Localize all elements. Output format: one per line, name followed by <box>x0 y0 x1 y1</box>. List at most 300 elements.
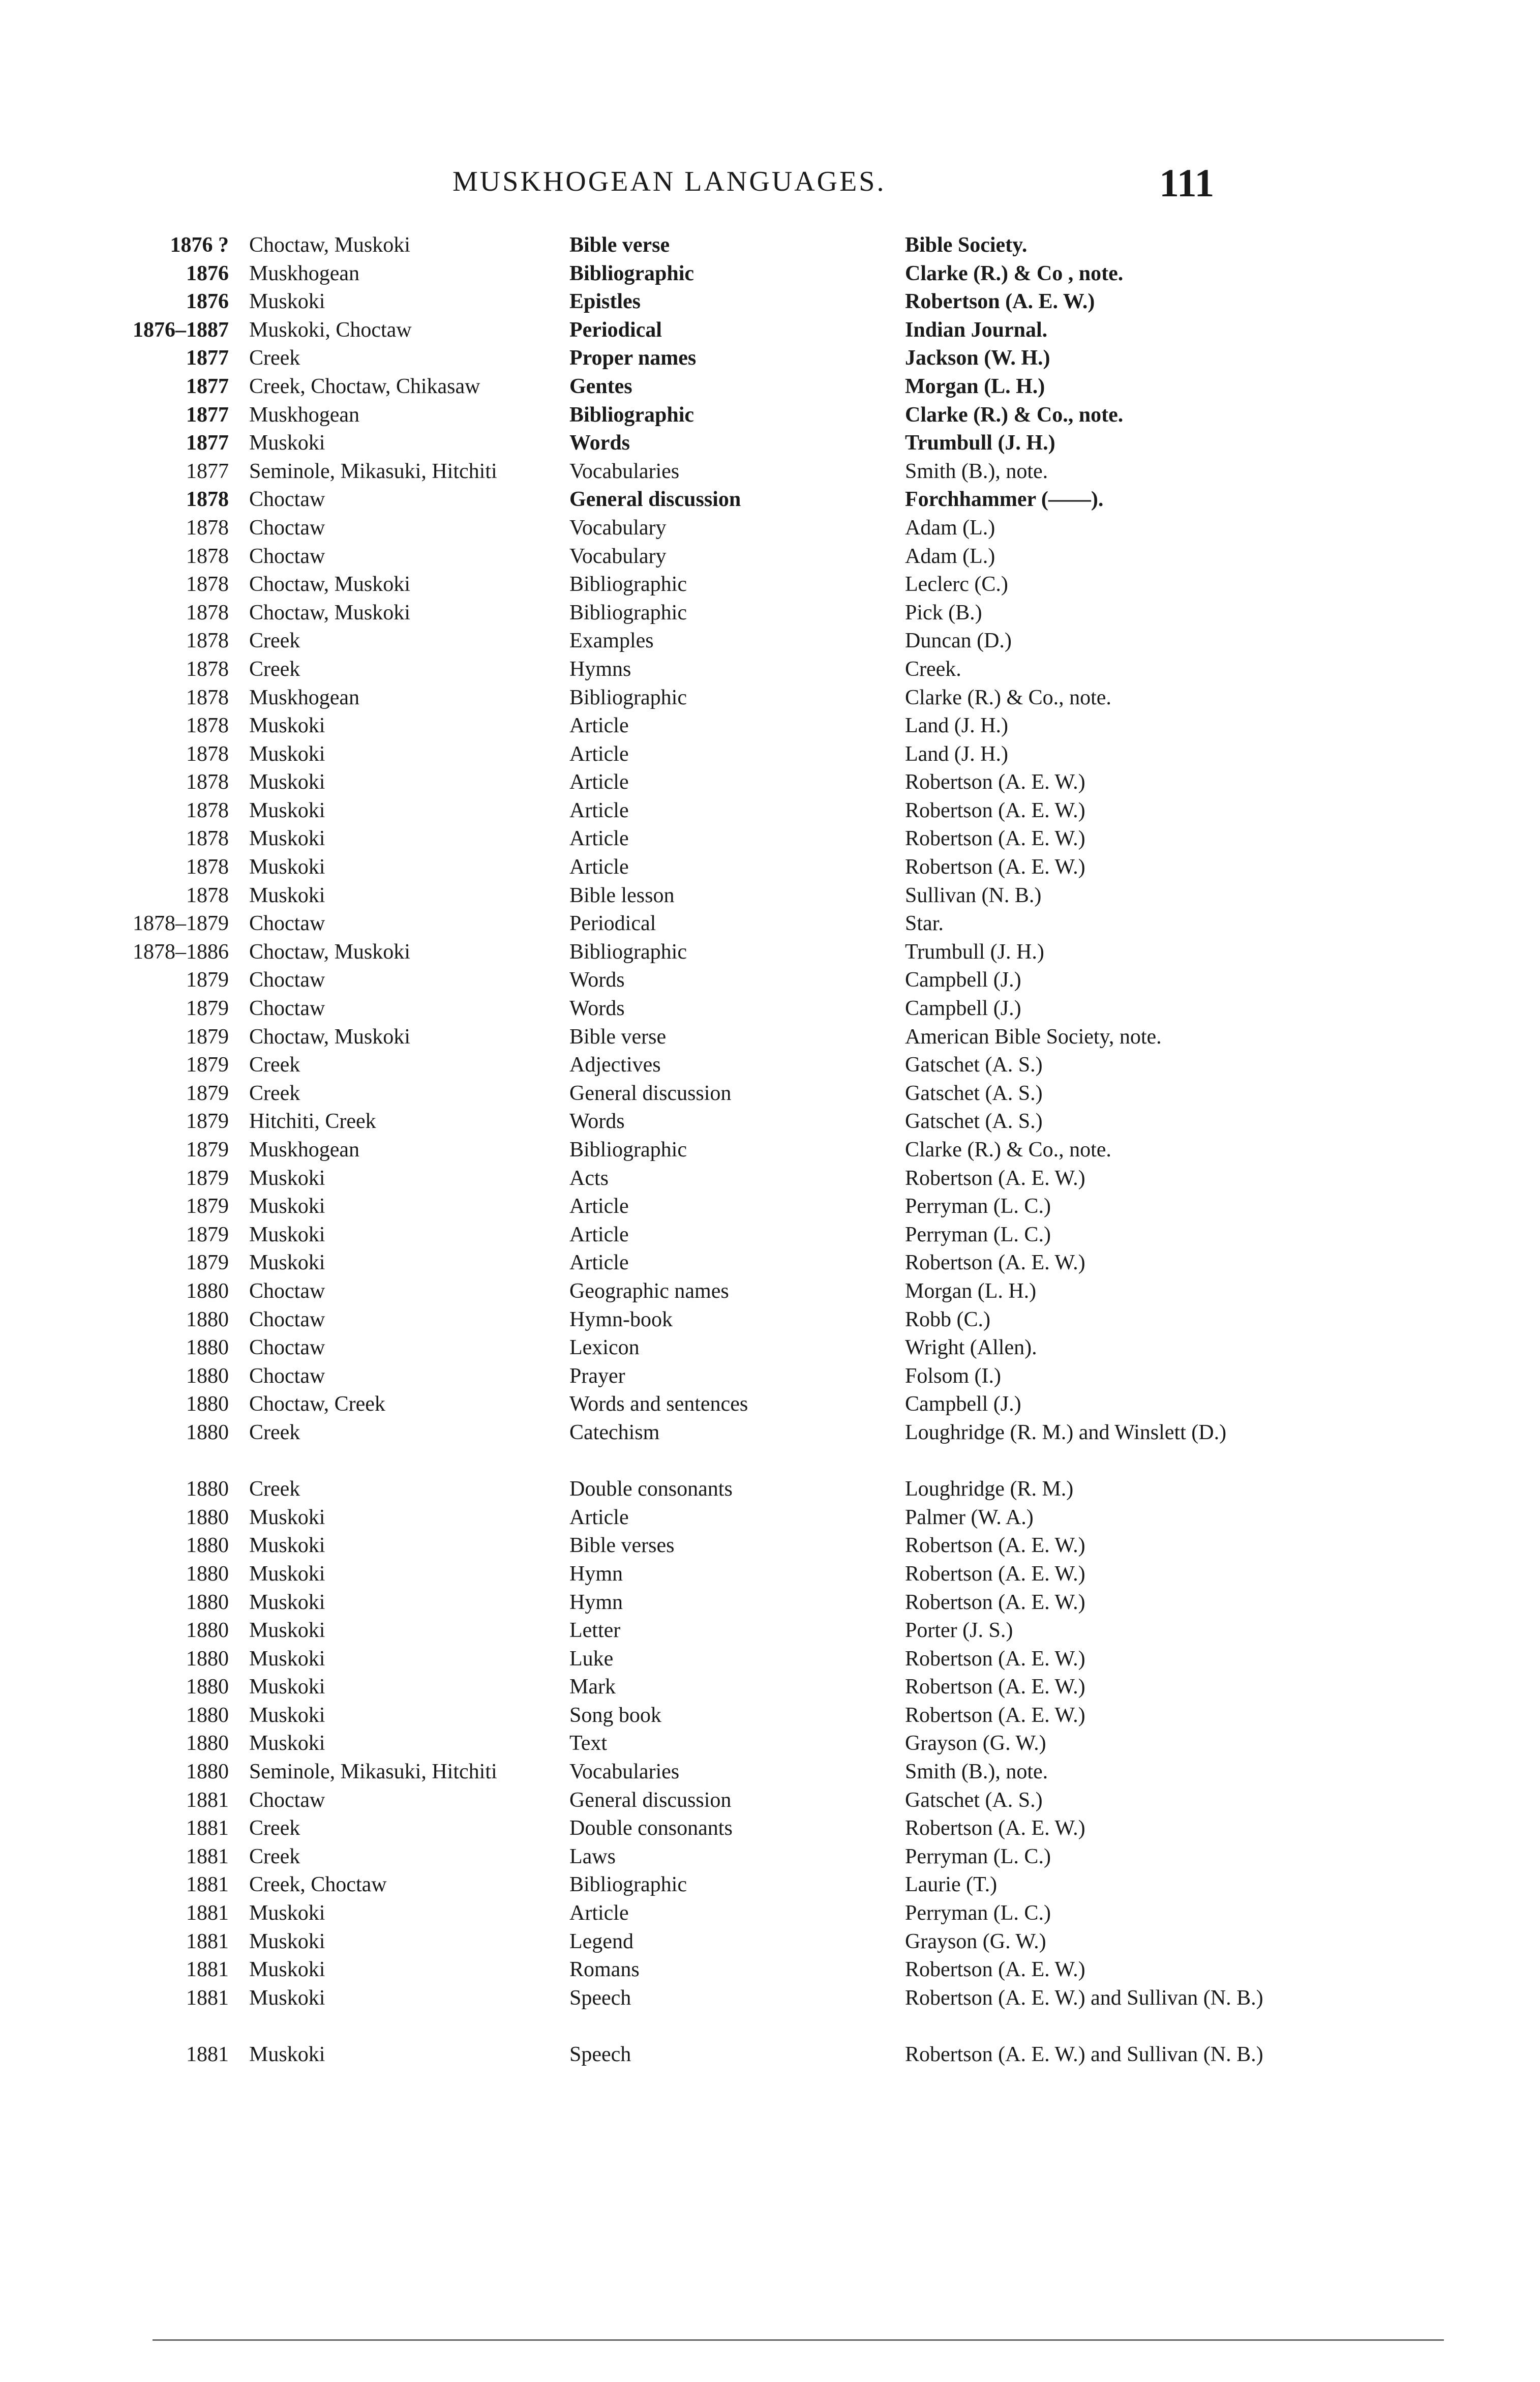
year-cell: 1881 <box>186 1844 229 1868</box>
year-cell: 1876 <box>186 261 229 285</box>
year-cell: 1879 <box>186 1081 229 1105</box>
language-cell: Choctaw <box>249 1788 325 1812</box>
language-cell: Muskoki <box>249 1505 325 1529</box>
table-row <box>127 316 1271 345</box>
author-cell: Perryman (L. C.) <box>905 1195 1051 1218</box>
year-cell: 1879 <box>186 1138 229 1162</box>
author-cell: Morgan (L. H.) <box>905 374 1045 398</box>
subject-cell: Vocabulary <box>569 544 667 568</box>
author-cell: Clarke (R.) & Co , note. <box>905 261 1124 285</box>
table-row <box>127 1560 1271 1589</box>
year-cell: 1877 <box>186 346 229 370</box>
subject-cell: Proper names <box>569 346 697 370</box>
table-row <box>127 1277 1271 1306</box>
author-cell: Gatschet (A. S.) <box>905 1110 1043 1134</box>
year-cell: 1876 <box>186 290 229 314</box>
table-row <box>127 995 1271 1023</box>
language-cell: Muskoki <box>249 827 325 851</box>
year-cell: 1879 <box>186 1195 229 1218</box>
subject-cell: Geographic names <box>569 1279 729 1303</box>
subject-cell: Vocabulary <box>569 516 667 540</box>
author-cell: Adam (L.) <box>905 516 995 540</box>
table-row <box>127 1306 1271 1334</box>
table-row <box>127 458 1271 486</box>
subject-cell: Bibliographic <box>569 601 687 624</box>
year-cell: 1878 <box>186 855 229 879</box>
year-cell: 1878 <box>186 742 229 766</box>
subject-cell: Words and sentences <box>569 1392 748 1416</box>
author-cell: American Bible Society, note. <box>905 1025 1162 1049</box>
year-cell: 1878 <box>186 488 229 512</box>
language-cell: Creek <box>249 1420 300 1444</box>
page-header <box>0 160 1540 206</box>
table-row <box>127 1334 1271 1362</box>
table-row <box>127 1023 1271 1052</box>
author-cell: Wright (Allen). <box>905 1336 1037 1360</box>
language-cell: Creek <box>249 1081 300 1105</box>
subject-cell: Speech <box>569 1986 631 2010</box>
year-cell: 1877 <box>186 459 229 483</box>
language-cell: Muskoki <box>249 1195 325 1218</box>
year-cell: 1878 <box>186 798 229 822</box>
author-cell: Robertson (A. E. W.) <box>905 1958 1085 1982</box>
year-cell: 1879 <box>186 1223 229 1246</box>
year-cell: 1878 <box>186 601 229 624</box>
year-cell: 1878 <box>186 657 229 681</box>
table-row <box>127 1390 1271 1419</box>
language-cell: Choctaw <box>249 997 325 1021</box>
year-cell: 1878 <box>186 629 229 653</box>
running-title: MUSKHOGEAN LANGUAGES. <box>452 166 886 197</box>
subject-cell: General discussion <box>569 1081 732 1105</box>
subject-cell: Catechism <box>569 1420 660 1444</box>
language-cell: Muskoki <box>249 1534 325 1558</box>
table-row <box>127 1984 1271 2041</box>
table-row <box>127 1787 1271 1815</box>
year-cell: 1878 <box>186 544 229 568</box>
subject-cell: Lexicon <box>569 1336 640 1360</box>
author-cell: Grayson (G. W.) <box>905 1732 1046 1755</box>
year-cell: 1880 <box>186 1534 229 1558</box>
language-cell: Muskoki <box>249 1732 325 1755</box>
year-cell: 1881 <box>186 1929 229 1953</box>
author-cell: Robertson (A. E. W.) <box>905 770 1085 794</box>
subject-cell: Article <box>569 798 629 822</box>
year-cell: 1879 <box>186 1025 229 1049</box>
language-cell: Choctaw, Muskoki <box>249 601 410 624</box>
subject-cell: Prayer <box>569 1364 625 1388</box>
language-cell: Muskoki <box>249 1986 325 2010</box>
subject-cell: Hymn <box>569 1590 623 1614</box>
year-cell: 1881 <box>186 1817 229 1840</box>
author-cell: Grayson (G. W.) <box>905 1929 1046 1953</box>
subject-cell: Legend <box>569 1929 633 1953</box>
table-row <box>127 486 1271 514</box>
author-cell: Porter (J. S.) <box>905 1619 1013 1643</box>
language-cell: Muskoki <box>249 1590 325 1614</box>
language-cell: Choctaw, Muskoki <box>249 573 410 597</box>
author-cell: Robertson (A. E. W.) and Sullivan (N. B.) <box>905 2043 1263 2066</box>
language-cell: Choctaw <box>249 1364 325 1388</box>
year-cell: 1878 <box>186 883 229 907</box>
year-cell: 1880 <box>186 1732 229 1755</box>
table-row <box>127 514 1271 543</box>
author-cell: Robertson (A. E. W.) <box>905 1166 1085 1190</box>
year-cell: 1879 <box>186 1251 229 1275</box>
table-row <box>127 1645 1271 1674</box>
language-cell: Creek <box>249 1817 300 1840</box>
subject-cell: Bibliographic <box>569 1138 687 1162</box>
table-row <box>127 288 1271 316</box>
language-cell: Choctaw <box>249 544 325 568</box>
subject-cell: Words <box>569 431 630 455</box>
language-cell: Choctaw <box>249 1336 325 1360</box>
language-cell: Creek <box>249 1477 300 1501</box>
author-cell: Robertson (A. E. W.) <box>905 1562 1085 1586</box>
table-row <box>127 231 1271 260</box>
subject-cell: Letter <box>569 1619 621 1643</box>
subject-cell: Bible verses <box>569 1534 675 1558</box>
year-cell: 1877 <box>186 403 229 427</box>
year-cell: 1879 <box>186 1110 229 1134</box>
author-cell: Campbell (J.) <box>905 1392 1021 1416</box>
language-cell: Muskoki <box>249 431 325 455</box>
subject-cell: Article <box>569 1901 629 1925</box>
table-row <box>127 1051 1271 1080</box>
subject-cell: Hymns <box>569 657 631 681</box>
year-cell: 1880 <box>186 1307 229 1331</box>
table-row <box>127 1532 1271 1560</box>
language-cell: Choctaw <box>249 516 325 540</box>
year-cell: 1878 <box>186 714 229 738</box>
language-cell: Muskoki <box>249 1675 325 1699</box>
table-row <box>127 1108 1271 1136</box>
language-cell: Choctaw, Creek <box>249 1392 385 1416</box>
year-cell: 1876–1887 <box>133 318 229 342</box>
language-cell: Seminole, Mikasuki, Hitchiti <box>249 1760 497 1784</box>
table-row <box>127 712 1271 740</box>
language-cell: Creek <box>249 657 300 681</box>
author-cell: Campbell (J.) <box>905 997 1021 1021</box>
author-cell: Folsom (I.) <box>905 1364 1001 1388</box>
year-cell: 1880 <box>186 1420 229 1444</box>
year-cell: 1880 <box>186 1279 229 1303</box>
language-cell: Choctaw <box>249 912 325 936</box>
author-cell: Campbell (J.) <box>905 968 1021 992</box>
author-cell: Perryman (L. C.) <box>905 1223 1051 1246</box>
language-cell: Muskoki <box>249 1251 325 1275</box>
subject-cell: Hymn-book <box>569 1307 673 1331</box>
author-cell: Trumbull (J. H.) <box>905 940 1044 964</box>
table-row <box>127 1419 1271 1475</box>
year-cell: 1876 ? <box>170 233 229 257</box>
chronological-table <box>127 231 1271 2097</box>
table-row <box>127 1165 1271 1193</box>
table-row <box>127 1730 1271 1758</box>
subject-cell: Article <box>569 827 629 851</box>
author-cell: Robertson (A. E. W.) <box>905 290 1095 314</box>
language-cell: Muskoki <box>249 1929 325 1953</box>
table-row <box>127 1080 1271 1108</box>
table-row <box>127 1617 1271 1645</box>
year-cell: 1880 <box>186 1647 229 1671</box>
language-cell: Muskoki <box>249 1166 325 1190</box>
table-row <box>127 1193 1271 1221</box>
author-cell: Perryman (L. C.) <box>905 1901 1051 1925</box>
language-cell: Choctaw, Muskoki <box>249 940 410 964</box>
subject-cell: Acts <box>569 1166 609 1190</box>
subject-cell: Bibliographic <box>569 573 687 597</box>
year-cell: 1880 <box>186 1336 229 1360</box>
subject-cell: Periodical <box>569 912 656 936</box>
language-cell: Muskoki <box>249 1703 325 1727</box>
language-cell: Choctaw <box>249 1307 325 1331</box>
author-cell: Robertson (A. E. W.) <box>905 855 1085 879</box>
author-cell: Pick (B.) <box>905 601 982 624</box>
author-cell: Adam (L.) <box>905 544 995 568</box>
year-cell: 1880 <box>186 1505 229 1529</box>
year-cell: 1880 <box>186 1675 229 1699</box>
table-row <box>127 1899 1271 1928</box>
language-cell: Creek <box>249 1844 300 1868</box>
subject-cell: Words <box>569 1110 625 1134</box>
author-cell: Laurie (T.) <box>905 1873 998 1897</box>
author-cell: Robertson (A. E. W.) <box>905 1647 1085 1671</box>
language-cell: Muskhogean <box>249 1138 359 1162</box>
author-cell: Robb (C.) <box>905 1307 990 1331</box>
table-row <box>127 882 1271 910</box>
subject-cell: Epistles <box>569 290 641 314</box>
language-cell: Creek <box>249 1053 300 1077</box>
table-row <box>127 2041 1271 2097</box>
year-cell: 1880 <box>186 1392 229 1416</box>
author-cell: Land (J. H.) <box>905 742 1008 766</box>
subject-cell: Bible verse <box>569 233 670 257</box>
subject-cell: Article <box>569 855 629 879</box>
table-row <box>127 1362 1271 1391</box>
year-cell: 1881 <box>186 1873 229 1897</box>
table-row <box>127 373 1271 401</box>
year-cell: 1881 <box>186 1901 229 1925</box>
language-cell: Choctaw, Muskoki <box>249 1025 410 1049</box>
author-cell: Perryman (L. C.) <box>905 1844 1051 1868</box>
year-cell: 1880 <box>186 1477 229 1501</box>
table-row <box>127 1589 1271 1617</box>
author-cell: Robertson (A. E. W.) <box>905 798 1085 822</box>
year-cell: 1878 <box>186 573 229 597</box>
subject-cell: Article <box>569 742 629 766</box>
year-cell: 1877 <box>186 431 229 455</box>
year-cell: 1879 <box>186 1053 229 1077</box>
author-cell: Robertson (A. E. W.) <box>905 1703 1085 1727</box>
language-cell: Creek <box>249 346 300 370</box>
table-row <box>127 966 1271 995</box>
table-row <box>127 768 1271 797</box>
year-cell: 1881 <box>186 2043 229 2066</box>
subject-cell: Periodical <box>569 318 662 342</box>
subject-cell: Double consonants <box>569 1817 733 1840</box>
subject-cell: Article <box>569 1505 629 1529</box>
year-cell: 1879 <box>186 1166 229 1190</box>
table-row <box>127 627 1271 656</box>
subject-cell: Speech <box>569 2043 631 2066</box>
author-cell: Robertson (A. E. W.) <box>905 1590 1085 1614</box>
year-cell: 1878 <box>186 827 229 851</box>
language-cell: Creek <box>249 629 300 653</box>
subject-cell: Bible verse <box>569 1025 667 1049</box>
subject-cell: Words <box>569 997 625 1021</box>
table-row <box>127 401 1271 430</box>
subject-cell: Article <box>569 714 629 738</box>
subject-cell: General discussion <box>569 488 741 512</box>
language-cell: Muskoki <box>249 1562 325 1586</box>
table-row <box>127 1843 1271 1871</box>
language-cell: Muskoki <box>249 1958 325 1982</box>
table-row <box>127 825 1271 853</box>
subject-cell: Words <box>569 968 625 992</box>
year-cell: 1880 <box>186 1760 229 1784</box>
language-cell: Muskoki <box>249 855 325 879</box>
language-cell: Muskhogean <box>249 686 359 709</box>
language-cell: Muskoki <box>249 1223 325 1246</box>
subject-cell: General discussion <box>569 1788 732 1812</box>
author-cell: Leclerc (C.) <box>905 573 1008 597</box>
subject-cell: Mark <box>569 1675 616 1699</box>
subject-cell: Gentes <box>569 374 632 398</box>
year-cell: 1878 <box>186 686 229 709</box>
subject-cell: Bibliographic <box>569 940 687 964</box>
year-cell: 1881 <box>186 1958 229 1982</box>
subject-cell: Song book <box>569 1703 661 1727</box>
author-cell: Robertson (A. E. W.) <box>905 1675 1085 1699</box>
year-cell: 1878–1879 <box>133 912 229 936</box>
language-cell: Muskoki <box>249 742 325 766</box>
author-cell: Creek. <box>905 657 961 681</box>
table-row <box>127 599 1271 628</box>
author-cell: Land (J. H.) <box>905 714 1008 738</box>
author-cell: Sullivan (N. B.) <box>905 883 1042 907</box>
subject-cell: Article <box>569 1223 629 1246</box>
language-cell: Muskoki <box>249 1647 325 1671</box>
author-cell: Robertson (A. E. W.) <box>905 1817 1085 1840</box>
language-cell: Muskoki <box>249 770 325 794</box>
author-cell: Palmer (W. A.) <box>905 1505 1034 1529</box>
table-row <box>127 938 1271 967</box>
subject-cell: Double consonants <box>569 1477 733 1501</box>
author-cell: Star. <box>905 912 944 936</box>
author-cell: Indian Journal. <box>905 318 1048 342</box>
author-cell: Gatschet (A. S.) <box>905 1053 1043 1077</box>
table-row <box>127 1475 1271 1504</box>
author-cell: Jackson (W. H.) <box>905 346 1050 370</box>
subject-cell: Article <box>569 770 629 794</box>
language-cell: Hitchiti, Creek <box>249 1110 376 1134</box>
language-cell: Seminole, Mikasuki, Hitchiti <box>249 459 497 483</box>
author-cell: Loughridge (R. M.) and Winslett (D.) <box>905 1420 1227 1444</box>
language-cell: Muskoki <box>249 883 325 907</box>
year-cell: 1878–1886 <box>133 940 229 964</box>
author-cell: Morgan (L. H.) <box>905 1279 1037 1303</box>
language-cell: Choctaw <box>249 1279 325 1303</box>
language-cell: Muskoki <box>249 1901 325 1925</box>
author-cell: Trumbull (J. H.) <box>905 431 1055 455</box>
subject-cell: Romans <box>569 1958 640 1982</box>
table-row <box>127 656 1271 684</box>
table-row <box>127 910 1271 938</box>
subject-cell: Examples <box>569 629 654 653</box>
language-cell: Muskoki <box>249 798 325 822</box>
language-cell: Muskhogean <box>249 403 359 427</box>
subject-cell: Luke <box>569 1647 614 1671</box>
table-row <box>127 543 1271 571</box>
table-row <box>127 740 1271 769</box>
author-cell: Bible Society. <box>905 233 1028 257</box>
year-cell: 1880 <box>186 1562 229 1586</box>
table-row <box>127 1249 1271 1277</box>
author-cell: Robertson (A. E. W.) <box>905 827 1085 851</box>
language-cell: Muskoki <box>249 290 325 314</box>
table-row <box>127 1221 1271 1249</box>
table-row <box>127 1871 1271 1899</box>
year-cell: 1881 <box>186 1986 229 2010</box>
table-row <box>127 1673 1271 1702</box>
subject-cell: Bibliographic <box>569 1873 687 1897</box>
language-cell: Muskoki <box>249 1619 325 1643</box>
author-cell: Loughridge (R. M.) <box>905 1477 1074 1501</box>
language-cell: Creek, Choctaw <box>249 1873 387 1897</box>
language-cell: Choctaw, Muskoki <box>249 233 410 257</box>
subject-cell: Bibliographic <box>569 261 694 285</box>
author-cell: Robertson (A. E. W.) <box>905 1251 1085 1275</box>
author-cell: Duncan (D.) <box>905 629 1012 653</box>
year-cell: 1879 <box>186 968 229 992</box>
year-cell: 1880 <box>186 1703 229 1727</box>
table-row <box>127 344 1271 373</box>
language-cell: Muskoki, Choctaw <box>249 318 412 342</box>
table-row <box>127 797 1271 825</box>
author-cell: Clarke (R.) & Co., note. <box>905 1138 1111 1162</box>
year-cell: 1877 <box>186 374 229 398</box>
author-cell: Forchhammer (——). <box>905 488 1104 512</box>
language-cell: Choctaw <box>249 968 325 992</box>
subject-cell: Hymn <box>569 1562 623 1586</box>
subject-cell: Vocabularies <box>569 459 680 483</box>
year-cell: 1880 <box>186 1619 229 1643</box>
author-cell: Robertson (A. E. W.) and Sullivan (N. B.) <box>905 1986 1263 2010</box>
table-row <box>127 571 1271 599</box>
year-cell: 1878 <box>186 516 229 540</box>
year-cell: 1880 <box>186 1590 229 1614</box>
table-row <box>127 684 1271 712</box>
author-cell: Gatschet (A. S.) <box>905 1081 1043 1105</box>
language-cell: Muskoki <box>249 714 325 738</box>
page-number: 111 <box>1159 161 1215 205</box>
subject-cell: Text <box>569 1732 608 1755</box>
subject-cell: Vocabularies <box>569 1760 680 1784</box>
table-row <box>127 429 1271 458</box>
author-cell: Smith (B.), note. <box>905 459 1048 483</box>
author-cell: Smith (B.), note. <box>905 1760 1048 1784</box>
bottom-rule <box>153 2339 1444 2341</box>
subject-cell: Laws <box>569 1844 616 1868</box>
language-cell: Muskhogean <box>249 261 359 285</box>
subject-cell: Bible lesson <box>569 883 675 907</box>
subject-cell: Article <box>569 1195 629 1218</box>
year-cell: 1880 <box>186 1364 229 1388</box>
table-row <box>127 1504 1271 1532</box>
table-row <box>127 260 1271 288</box>
table-row <box>127 1956 1271 1984</box>
